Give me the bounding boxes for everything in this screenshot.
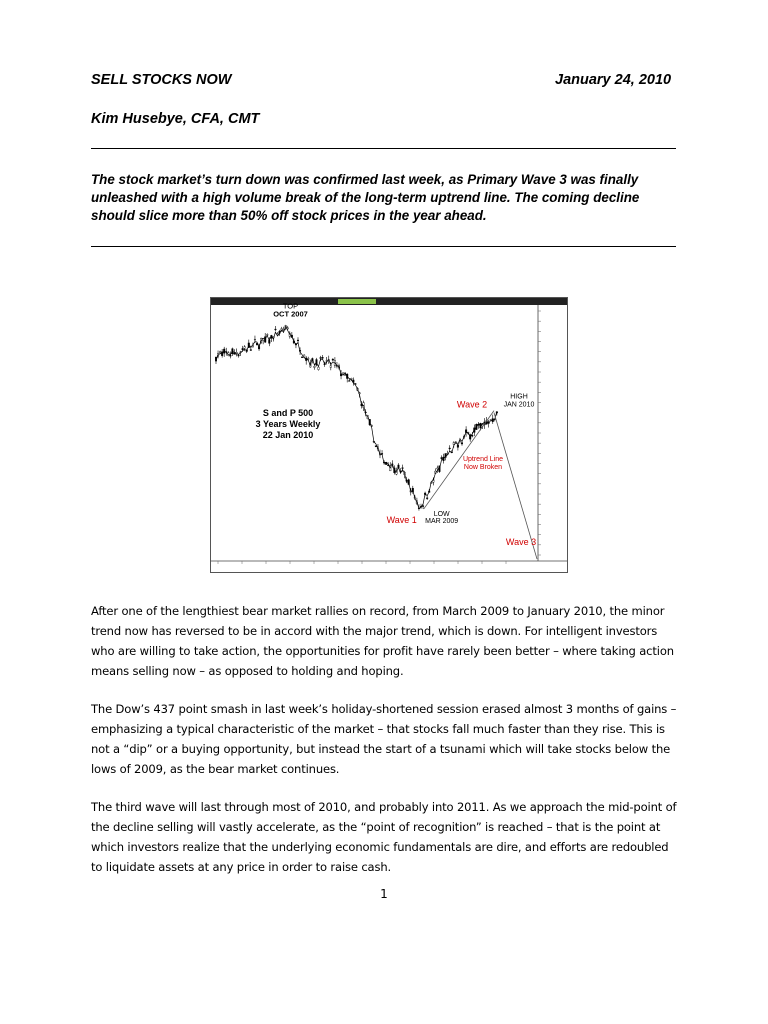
low-label: LOW (433, 511, 450, 519)
candle-body (254, 339, 256, 340)
candle-body (219, 352, 221, 353)
paragraph-3 (91, 797, 691, 877)
wave2-label: Wave 2 (456, 399, 488, 410)
chart-toolbar (211, 298, 567, 305)
paragraph-line: emphasizing a typical characteristic of the market – that stocks fall much faster than they rise. This is (91, 722, 665, 736)
paragraph-line: The third wave will last through most of 2010, and probably into 2011. As we approach the mid-point of (91, 800, 677, 814)
candle-body (441, 458, 443, 459)
summary-text: The stock market’s turn down was confirmed last week, as Primary Wave 3 was finally unleashed with a high volume break of the long-term uptrend line. The coming decline should slice more than 50% off stock prices in the year ahead. (91, 172, 640, 223)
paragraph-line: who are willing to take action, the opportunities for profit have rarely been better – where taking action (91, 644, 674, 658)
candle-body (230, 355, 232, 356)
candle-body (250, 350, 252, 351)
paragraph-line: the decline selling will vastly accelerate, as the “point of recognition” is reached – that is the point at (91, 820, 661, 834)
candle-body (320, 358, 322, 359)
candle-body (471, 435, 473, 436)
candle-body (480, 423, 482, 428)
top-divider (91, 148, 676, 149)
candle-body (344, 375, 346, 376)
wave3-label: Wave 3 (505, 537, 537, 547)
paragraph-line: not a “dip” or a buying opportunity, but instead the start of a tsunami which will take stocks below the (91, 742, 671, 756)
candle-body (332, 359, 334, 360)
candle-body (461, 443, 463, 444)
paragraph-line: which investors realize that the underlying economic fundamentals are dire, and efforts are redoubled (91, 840, 669, 854)
candle-body (244, 347, 246, 349)
paragraph-line: to liquidate assets at any price in order to raise cash. (91, 860, 392, 874)
chart-svg (210, 297, 568, 573)
candle-body (322, 357, 324, 358)
candle-body (348, 381, 350, 382)
paragraph-1 (91, 601, 691, 681)
page-number: 1 (380, 887, 388, 901)
uptrend-label-1: Uptrend Line (462, 456, 504, 463)
top-label: TOP (282, 301, 299, 311)
bottom-divider (91, 246, 676, 247)
index-name-label: S and P 500 (262, 408, 314, 418)
candle-body (318, 367, 320, 369)
candle-body (297, 340, 299, 341)
candle-body (449, 448, 451, 449)
candle-body (275, 329, 277, 330)
chart-toolbar-badge (338, 299, 376, 304)
candle-body (437, 468, 439, 469)
paragraph-2 (91, 699, 691, 779)
candle-body (307, 358, 309, 359)
sp500-chart (210, 297, 568, 573)
paragraph-line: After one of the lengthiest bear market rallies on record, from March 2009 to January 2010, the minor (91, 604, 665, 618)
top-date-label: OCT 2007 (273, 309, 308, 319)
high-label: HIGH (510, 393, 528, 401)
document-date: January 24, 2010 (555, 72, 672, 88)
uptrend-label-2: Now Broken (463, 464, 503, 471)
candle-body (381, 453, 383, 454)
candle-body (301, 357, 303, 358)
low-date-label: MAR 2009 (425, 518, 459, 526)
candle-body (426, 498, 428, 499)
candle-body (238, 355, 240, 356)
high-date-label: JAN 2010 (503, 401, 535, 409)
document-title: SELL STOCKS NOW (91, 72, 232, 88)
period-label: 3 Years Weekly (255, 419, 321, 429)
author-name: Kim Husebye, CFA, CMT (91, 111, 260, 127)
paragraph-line: lows of 2009, as the bear market continues. (91, 762, 340, 776)
wave1-label: Wave 1 (386, 515, 417, 526)
paragraph-line: means selling now – as opposed to holding and hoping. (91, 664, 404, 678)
candle-body (422, 506, 424, 507)
candle-body (314, 366, 316, 367)
candle-body (402, 468, 404, 469)
candle-body (457, 445, 459, 447)
as-of-label: 22 Jan 2010 (262, 430, 314, 440)
paragraph-line: trend now has reversed to be in accord with the major trend, which is down. For intelligent investors (91, 624, 658, 638)
candle-body (234, 353, 236, 354)
candle-body (330, 366, 332, 368)
paragraph-line: The Dow’s 437 point smash in last week’s holiday-shortened session erased almost 3 months of gains – (91, 702, 677, 716)
candle-body (242, 348, 244, 349)
